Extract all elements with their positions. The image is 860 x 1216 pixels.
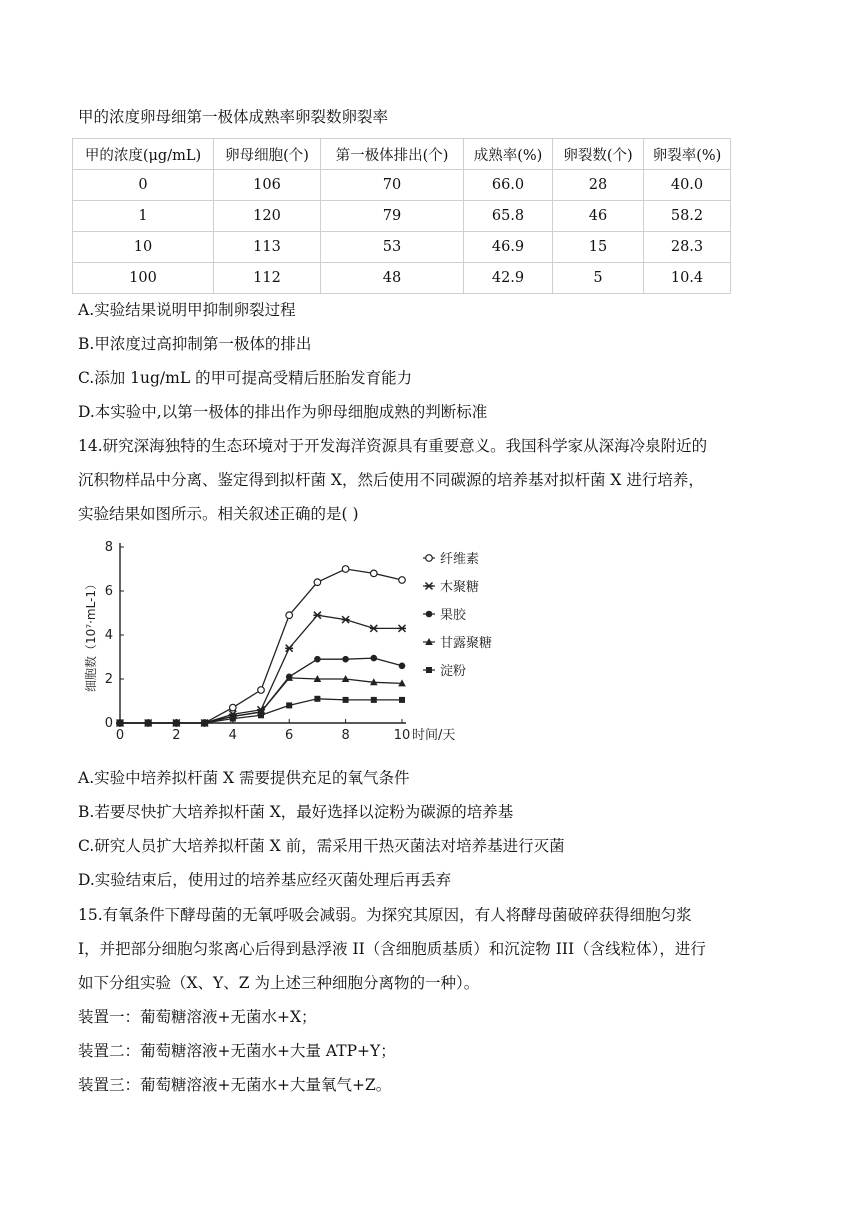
y-tick-label: 0 — [104, 716, 113, 731]
data-point — [371, 655, 378, 662]
data-point — [258, 712, 264, 718]
legend-marker — [426, 611, 433, 618]
legend-label: 纤维素 — [440, 552, 480, 567]
table-cell: 5 — [553, 263, 644, 294]
table-row — [73, 263, 731, 294]
q13-option-c: C.添加 1ug/mL 的甲可提高受精后胚胎发育能力 — [78, 369, 413, 387]
data-point — [230, 716, 236, 722]
q15-setup-3: 装置三：葡萄糖溶液+无菌水+大量氧气+Z。 — [78, 1076, 392, 1094]
legend-label: 甘露聚糖 — [440, 636, 493, 651]
table-cell: 58.2 — [644, 201, 731, 232]
q13-option-d: D.本实验中,以第一极体的排出作为卵母细胞成熟的判断标准 — [78, 403, 488, 421]
x-tick-label: 6 — [285, 728, 294, 743]
table-cell: 0 — [73, 170, 214, 201]
data-point — [230, 704, 237, 711]
table-cell: 79 — [321, 201, 464, 232]
y-tick-label: 2 — [104, 672, 113, 687]
data-point — [313, 612, 321, 619]
q15-stem-line: I，并把部分细胞匀浆离心后得到悬浮液 II（含细胞质基质）和沉淀物 III（含线粒体），进行 — [78, 940, 706, 958]
q15-stem-line: 15.有氧条件下酵母菌的无氧呼吸会减弱。为探究其原因，有人将酵母菌破碎获得细胞匀浆 — [78, 906, 692, 924]
q13-option-a: A.实验结果说明甲抑制卵裂过程 — [78, 301, 296, 319]
table-cell: 10 — [73, 232, 214, 263]
q13-option-b: B.甲浓度过高抑制第一极体的排出 — [78, 335, 312, 353]
table-cell: 46 — [553, 201, 644, 232]
x-tick-label: 4 — [228, 728, 237, 743]
q14-stem-line: 沉积物样品中分离、鉴定得到拟杆菌 X，然后使用不同碳源的培养基对拟杆菌 X 进行培养， — [78, 471, 704, 489]
q14-option-b: B.若要尽快扩大培养拟杆菌 X，最好选择以淀粉为碳源的培养基 — [78, 803, 514, 821]
y-tick-label: 6 — [104, 584, 113, 599]
data-point — [399, 577, 406, 584]
data-point — [399, 663, 406, 670]
data-point — [117, 720, 123, 726]
data-point — [314, 579, 321, 586]
table-cell: 46.9 — [464, 232, 553, 263]
x-tick-label: 2 — [172, 728, 181, 743]
table-header-cell: 第一极体排出(个) — [321, 139, 464, 170]
data-point — [314, 696, 320, 702]
table-header-cell: 卵裂率(%) — [644, 139, 731, 170]
legend-label: 果胶 — [440, 608, 467, 623]
data-point — [342, 566, 349, 573]
data-point — [342, 656, 349, 663]
legend-label: 木聚糖 — [440, 580, 480, 595]
table-cell: 40.0 — [644, 170, 731, 201]
data-point — [398, 625, 406, 632]
data-table — [72, 138, 731, 294]
data-point — [173, 720, 179, 726]
table-header-row — [73, 139, 731, 170]
q14-option-d: D.实验结束后，使用过的培养基应经灭菌处理后再丢弃 — [78, 871, 452, 889]
table-cell: 10.4 — [644, 263, 731, 294]
table-caption: 甲的浓度卵母细第一极体成熟率卵裂数卵裂率 — [78, 108, 389, 126]
legend-marker — [426, 555, 433, 562]
table-row — [73, 170, 731, 201]
q15-setup-1: 装置一：葡萄糖溶液+无菌水+X； — [78, 1008, 317, 1026]
data-point — [145, 720, 151, 726]
q15-setup-2: 装置二：葡萄糖溶液+无菌水+大量 ATP+Y； — [78, 1042, 396, 1060]
table-cell: 15 — [553, 232, 644, 263]
table-cell: 120 — [214, 201, 321, 232]
data-point — [314, 656, 321, 663]
data-point — [285, 645, 293, 652]
y-tick-label: 8 — [104, 540, 113, 555]
series-line-2 — [120, 615, 402, 723]
table-cell: 113 — [214, 232, 321, 263]
legend-marker — [426, 667, 432, 673]
table-cell: 112 — [214, 263, 321, 294]
legend-label: 淀粉 — [440, 664, 467, 679]
table-row — [73, 201, 731, 232]
data-point — [371, 697, 377, 703]
x-tick-label: 0 — [115, 728, 125, 743]
data-point — [399, 697, 405, 703]
data-point — [286, 612, 293, 619]
legend-marker — [425, 583, 433, 590]
y-axis-label: 细胞数（10⁷·mL-1） — [84, 577, 98, 693]
q14-stem-line: 实验结果如图所示。相关叙述正确的是( ) — [78, 505, 359, 523]
data-point — [286, 702, 292, 708]
x-axis-label: 时间/天 — [412, 728, 456, 743]
table-cell: 66.0 — [464, 170, 553, 201]
table-cell: 70 — [321, 170, 464, 201]
table-header-cell: 甲的浓度(μg/mL) — [73, 139, 214, 170]
q15-stem-line: 如下分组实验（X、Y、Z 为上述三种细胞分离物的一种）。 — [78, 974, 480, 992]
data-point — [343, 697, 349, 703]
data-point — [202, 720, 208, 726]
table-cell: 65.8 — [464, 201, 553, 232]
y-tick-label: 4 — [104, 628, 113, 643]
table-cell: 1 — [73, 201, 214, 232]
table-cell: 48 — [321, 263, 464, 294]
table-header-cell: 卵裂数(个) — [553, 139, 644, 170]
growth-line-chart — [78, 535, 508, 753]
table-cell: 28.3 — [644, 232, 731, 263]
table-cell: 28 — [553, 170, 644, 201]
x-tick-label: 8 — [341, 728, 350, 743]
table-header-cell: 卵母细胞(个) — [214, 139, 321, 170]
data-point — [371, 570, 378, 577]
q14-option-a: A.实验中培养拟杆菌 X 需要提供充足的氧气条件 — [78, 769, 410, 787]
x-tick-label: 10 — [393, 728, 411, 743]
table-header-cell: 成熟率(%) — [464, 139, 553, 170]
table-cell: 42.9 — [464, 263, 553, 294]
data-point — [342, 616, 350, 623]
table-cell: 106 — [214, 170, 321, 201]
data-point — [258, 687, 265, 694]
table-row — [73, 232, 731, 263]
q14-stem-line: 14.研究深海独特的生态环境对于开发海洋资源具有重要意义。我国科学家从深海冷泉附近的 — [78, 437, 708, 455]
data-point — [370, 625, 378, 632]
table-cell: 53 — [321, 232, 464, 263]
table-cell: 100 — [73, 263, 214, 294]
q14-option-c: C.研究人员扩大培养拟杆菌 X 前，需采用干热灭菌法对培养基进行灭菌 — [78, 837, 565, 855]
